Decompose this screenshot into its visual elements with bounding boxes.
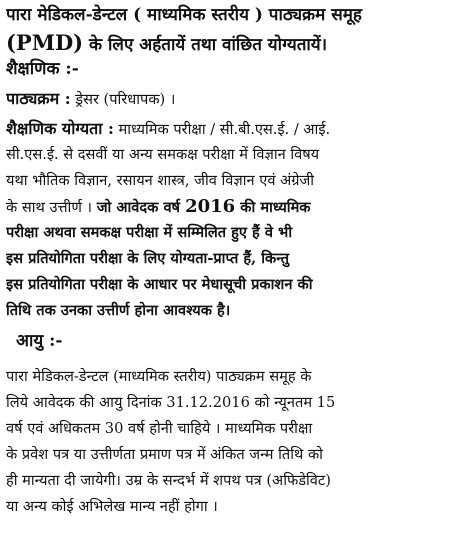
qualification-label: शैक्षणिक योग्यता : — [6, 119, 114, 138]
qualification-line-1 — [6, 116, 460, 142]
qualification-year: 2016 — [185, 196, 236, 217]
education-heading: शैक्षणिक :- — [6, 59, 79, 79]
document-title-line-2 — [6, 29, 460, 56]
qualification-line-5: परीक्षा अथवा समकक्ष परीक्षा में सम्मिलित हुए हैं वे भी — [6, 224, 293, 241]
course-label: पाठ्यक्रम : — [6, 89, 71, 108]
course-value: ड्रेसर (परिधापक) । — [70, 91, 176, 108]
age-line-1: पारा मेडिकल-डेन्टल (माध्यमिक स्तरीय) पाठ्यक्रम समूह के — [6, 368, 312, 385]
age-line-3: वर्ष एवं अधिकतम 30 वर्ष होनी चाहिये । माध्यमिक परीक्षा — [6, 420, 313, 437]
qualification-line-2: सी.एस.ई. से दसवीं या अन्य समकक्ष परीक्षा में विज्ञान विषय — [6, 146, 320, 163]
age-line-6: या अन्य कोई अभिलेख मान्य नहीं होगा । — [6, 498, 218, 515]
age-heading: आयु :- — [16, 331, 63, 351]
age-line-4: के प्रवेश पत्र या उत्तीर्णता प्रमाण पत्र में अंकित जन्म तिथि को — [6, 446, 323, 463]
qualification-line-7: इस प्रतियोगिता परीक्षा के आधार पर मेधासूची प्रकाशन की — [6, 276, 313, 293]
qualification-line-4-bold-b: की माध्यमिक — [235, 199, 311, 216]
qualification-line-4 — [6, 194, 460, 220]
age-line-5: ही मान्यता दी जायेगी। उम्र के सन्दर्भ में शपथ पत्र (अफिडेविट) — [6, 472, 331, 489]
qualification-line-4-bold-a: जो आवेदक वर्ष — [96, 199, 186, 216]
spacer — [6, 354, 460, 364]
qualification-line-8: तिथि तक उनका उत्तीर्ण होना आवश्यक है। — [6, 302, 231, 319]
document-title-line-1: पारा मेडिकल-डेन्टल ( माध्यमिक स्तरीय ) पाठ्यक्रम समूह — [6, 5, 362, 25]
qualification-line-4-normal: के साथ उत्तीर्ण । — [6, 199, 97, 216]
qualification-line-6: इस प्रतियोगिता परीक्षा के लिए योग्यता-प्राप्त हैं, किन्तु — [6, 250, 290, 267]
age-line-2: लिये आवेदक की आयु दिनांक 31.12.2016 को न्यूनतम 15 — [6, 394, 336, 411]
qualification-line-3: यथा भौतिक विज्ञान, रसायन शास्त्र, जीव विज्ञान एवं अंग्रेजी — [6, 172, 315, 189]
qualification-line-1-text: माध्यमिक परीक्षा / सी.बी.एस.ई. / आई. — [113, 121, 331, 138]
course-line — [6, 86, 460, 112]
document-title-line-2-text: के लिए अर्हतायें तथा वांछित योग्यतायें। — [83, 35, 328, 55]
pmd-abbreviation: (PMD) — [6, 30, 84, 55]
